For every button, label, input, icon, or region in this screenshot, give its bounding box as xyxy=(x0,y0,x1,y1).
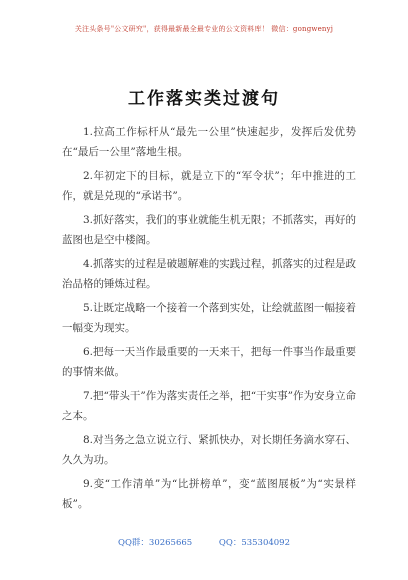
list-item: 9.变“工作清单”为“比拼榜单”，变“蓝图展板”为“实景样板”。 xyxy=(62,478,356,510)
qq-text: QQ：535304092 xyxy=(218,538,290,548)
footer xyxy=(0,536,408,548)
page-title: 工作落实类过渡句 xyxy=(128,89,280,109)
list-item: 6.把每一天当作最重要的一天来干，把每一件事当作最重要的事情来做。 xyxy=(62,346,356,378)
list-item: 3.抓好落实，我们的事业就能生机无限；不抓落实，再好的蓝图也是空中楼阁。 xyxy=(62,214,356,246)
list-item: 7.把“带头干”作为落实责任之举，把“干实事”作为安身立命之本。 xyxy=(62,390,356,422)
list-item: 8.对当务之急立说立行、紧抓快办，对长期任务滴水穿石、久久为功。 xyxy=(62,434,356,466)
document-body xyxy=(62,122,356,518)
list-item: 4.抓落实的过程是破题解难的实践过程，抓落实的过程是政治品格的锤炼过程。 xyxy=(62,258,356,290)
qq-group-text: QQ群：30265665 xyxy=(117,538,193,548)
header-banner: 关注头条号"公文研究"，获得最新最全最专业的公文资料库！ 微信：gongwenyj xyxy=(74,25,334,33)
list-item: 1.拉高工作标杆从“最先一公里”快速起步，发挥后发优势在“最后一公里”落地生根。 xyxy=(62,126,356,158)
list-item: 2.年初定下的目标，就是立下的“军令状”；年中推进的工作，就是兑现的“承诺书”。 xyxy=(62,170,356,202)
list-item: 5.让既定战略一个接着一个落到实处，让绘就蓝图一幅接着一幅变为现实。 xyxy=(62,302,356,334)
